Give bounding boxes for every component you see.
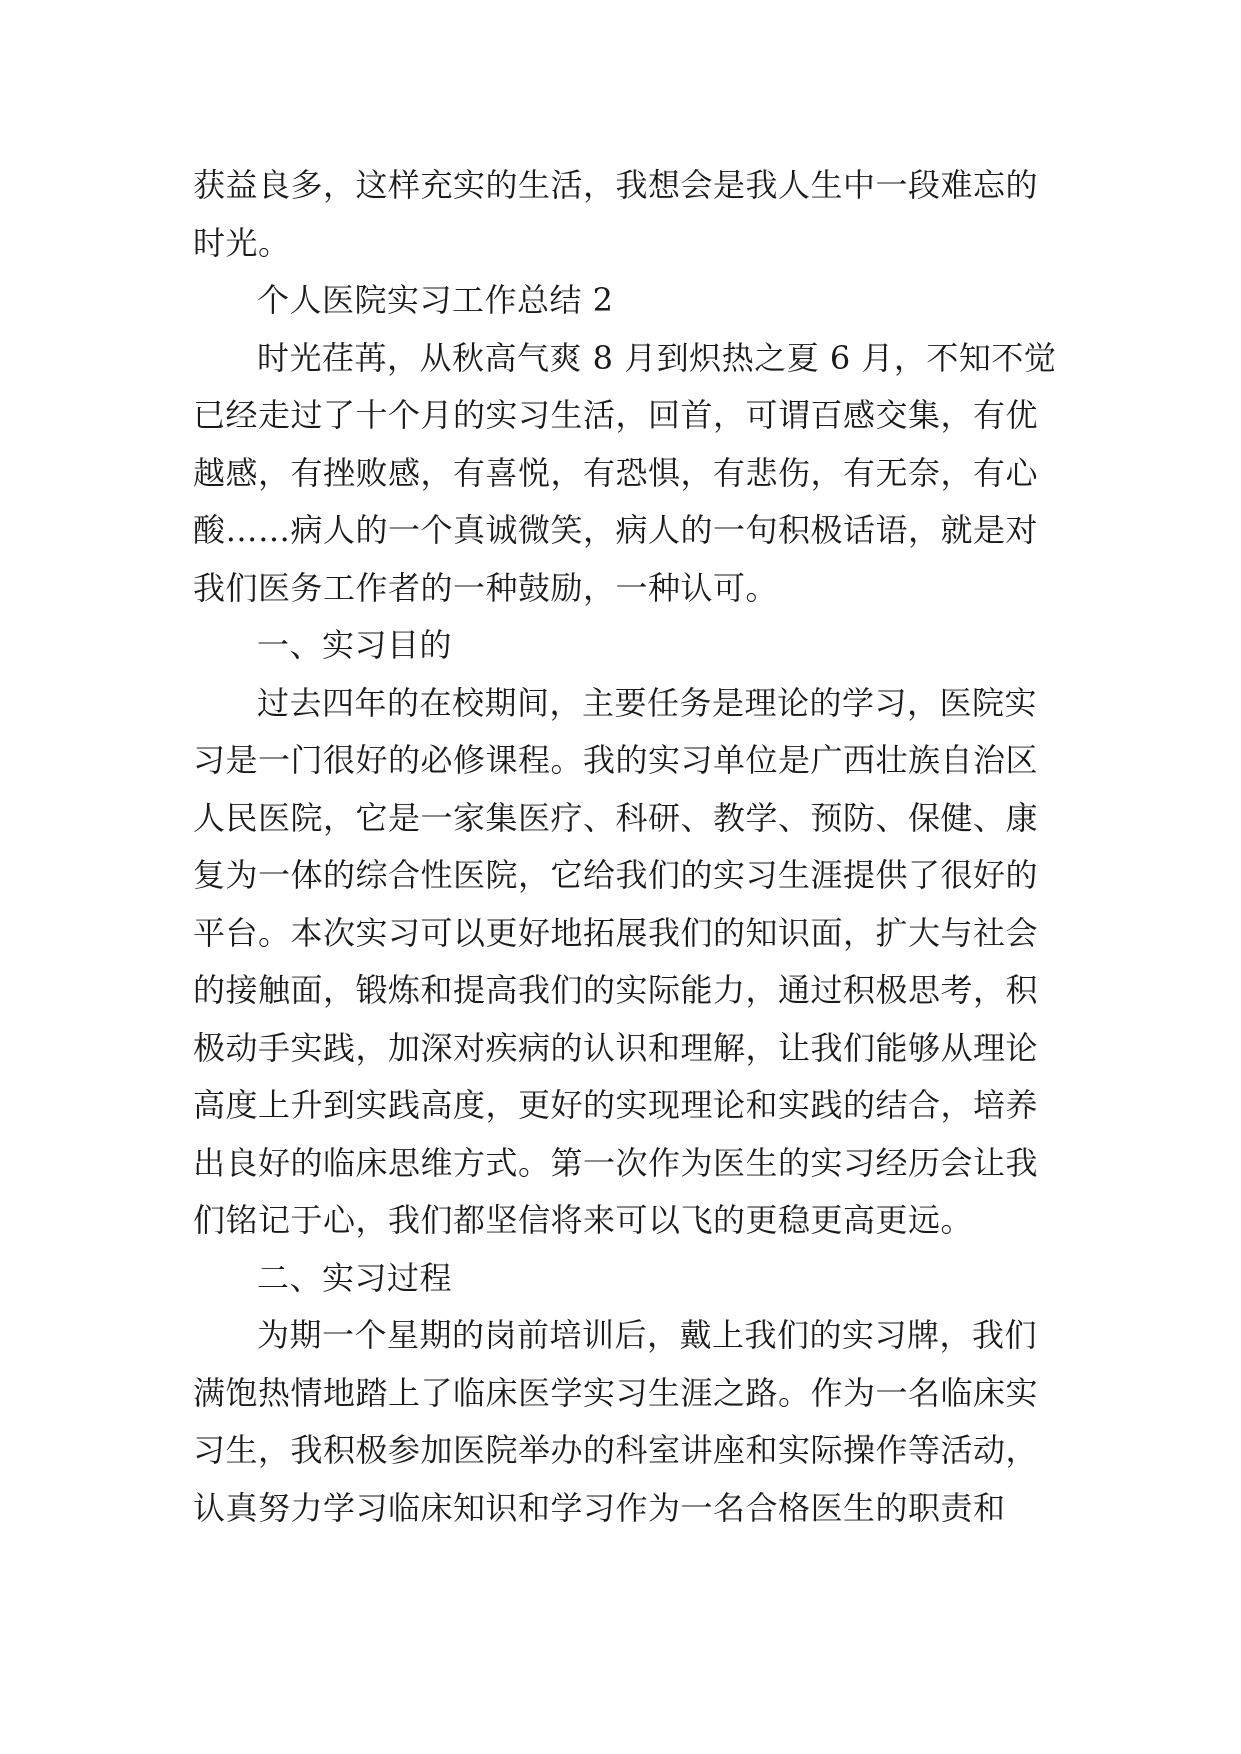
body-line: 满饱热情地踏上了临床医学实习生涯之路。作为一名临床实 — [193, 1373, 1039, 1412]
paragraph-start-line: 过去四年的在校期间，主要任务是理论的学习，医院实 — [257, 683, 1038, 722]
body-line: 时光。 — [193, 223, 291, 262]
paragraph-start-line: 时光荏苒，从秋高气爽 8 月到炽热之夏 6 月，不知不觉 — [257, 338, 1057, 377]
body-line: 已经走过了十个月的实习生活，回首，可谓百感交集，有优 — [193, 396, 1039, 434]
body-line: 高度上升到实践高度，更好的实现理论和实践的结合，培养 — [193, 1086, 1039, 1124]
body-line: 出良好的临床思维方式。第一次作为医生的实习经历会让我 — [193, 1143, 1039, 1182]
body-line: 酸……病人的一个真诚微笑，病人的一句积极话语，就是对 — [193, 511, 1039, 549]
body-line: 们铭记于心，我们都坚信将来可以飞的更稳更高更远。 — [193, 1201, 974, 1239]
body-line: 越感，有挫败感，有喜悦，有恐惧，有悲伤，有无奈，有心 — [193, 453, 1039, 492]
body-line: 人民医院，它是一家集医疗、科研、教学、预防、保健、康 — [193, 798, 1039, 837]
body-line: 习生，我积极参加医院举办的科室讲座和实际操作等活动， — [193, 1431, 1039, 1469]
body-line: 平台。本次实习可以更好地拓展我们的知识面，扩大与社会 — [193, 913, 1039, 952]
body-line: 我们医务工作者的一种鼓励，一种认可。 — [193, 568, 779, 607]
body-line: 极动手实践，加深对疾病的认识和理解，让我们能够从理论 — [193, 1028, 1039, 1067]
body-line: 的接触面，锻炼和提高我们的实际能力，通过积极思考，积 — [193, 971, 1039, 1009]
body-line: 习是一门很好的必修课程。我的实习单位是广西壮族自治区 — [193, 741, 1039, 779]
section-heading: 二、实习过程 — [257, 1258, 453, 1297]
document-body — [193, 157, 1057, 1537]
body-line: 认真努力学习临床知识和学习作为一名合格医生的职责和 — [193, 1488, 1006, 1527]
paragraph-start-line: 为期一个星期的岗前培训后，戴上我们的实习牌，我们 — [257, 1316, 1038, 1354]
body-line: 获益良多，这样充实的生活，我想会是我人生中一段难忘的 — [193, 166, 1039, 204]
section-heading: 个人医院实习工作总结 2 — [257, 281, 614, 319]
body-line: 复为一体的综合性医院，它给我们的实习生涯提供了很好的 — [193, 856, 1039, 894]
section-heading: 一、实习目的 — [257, 626, 453, 664]
